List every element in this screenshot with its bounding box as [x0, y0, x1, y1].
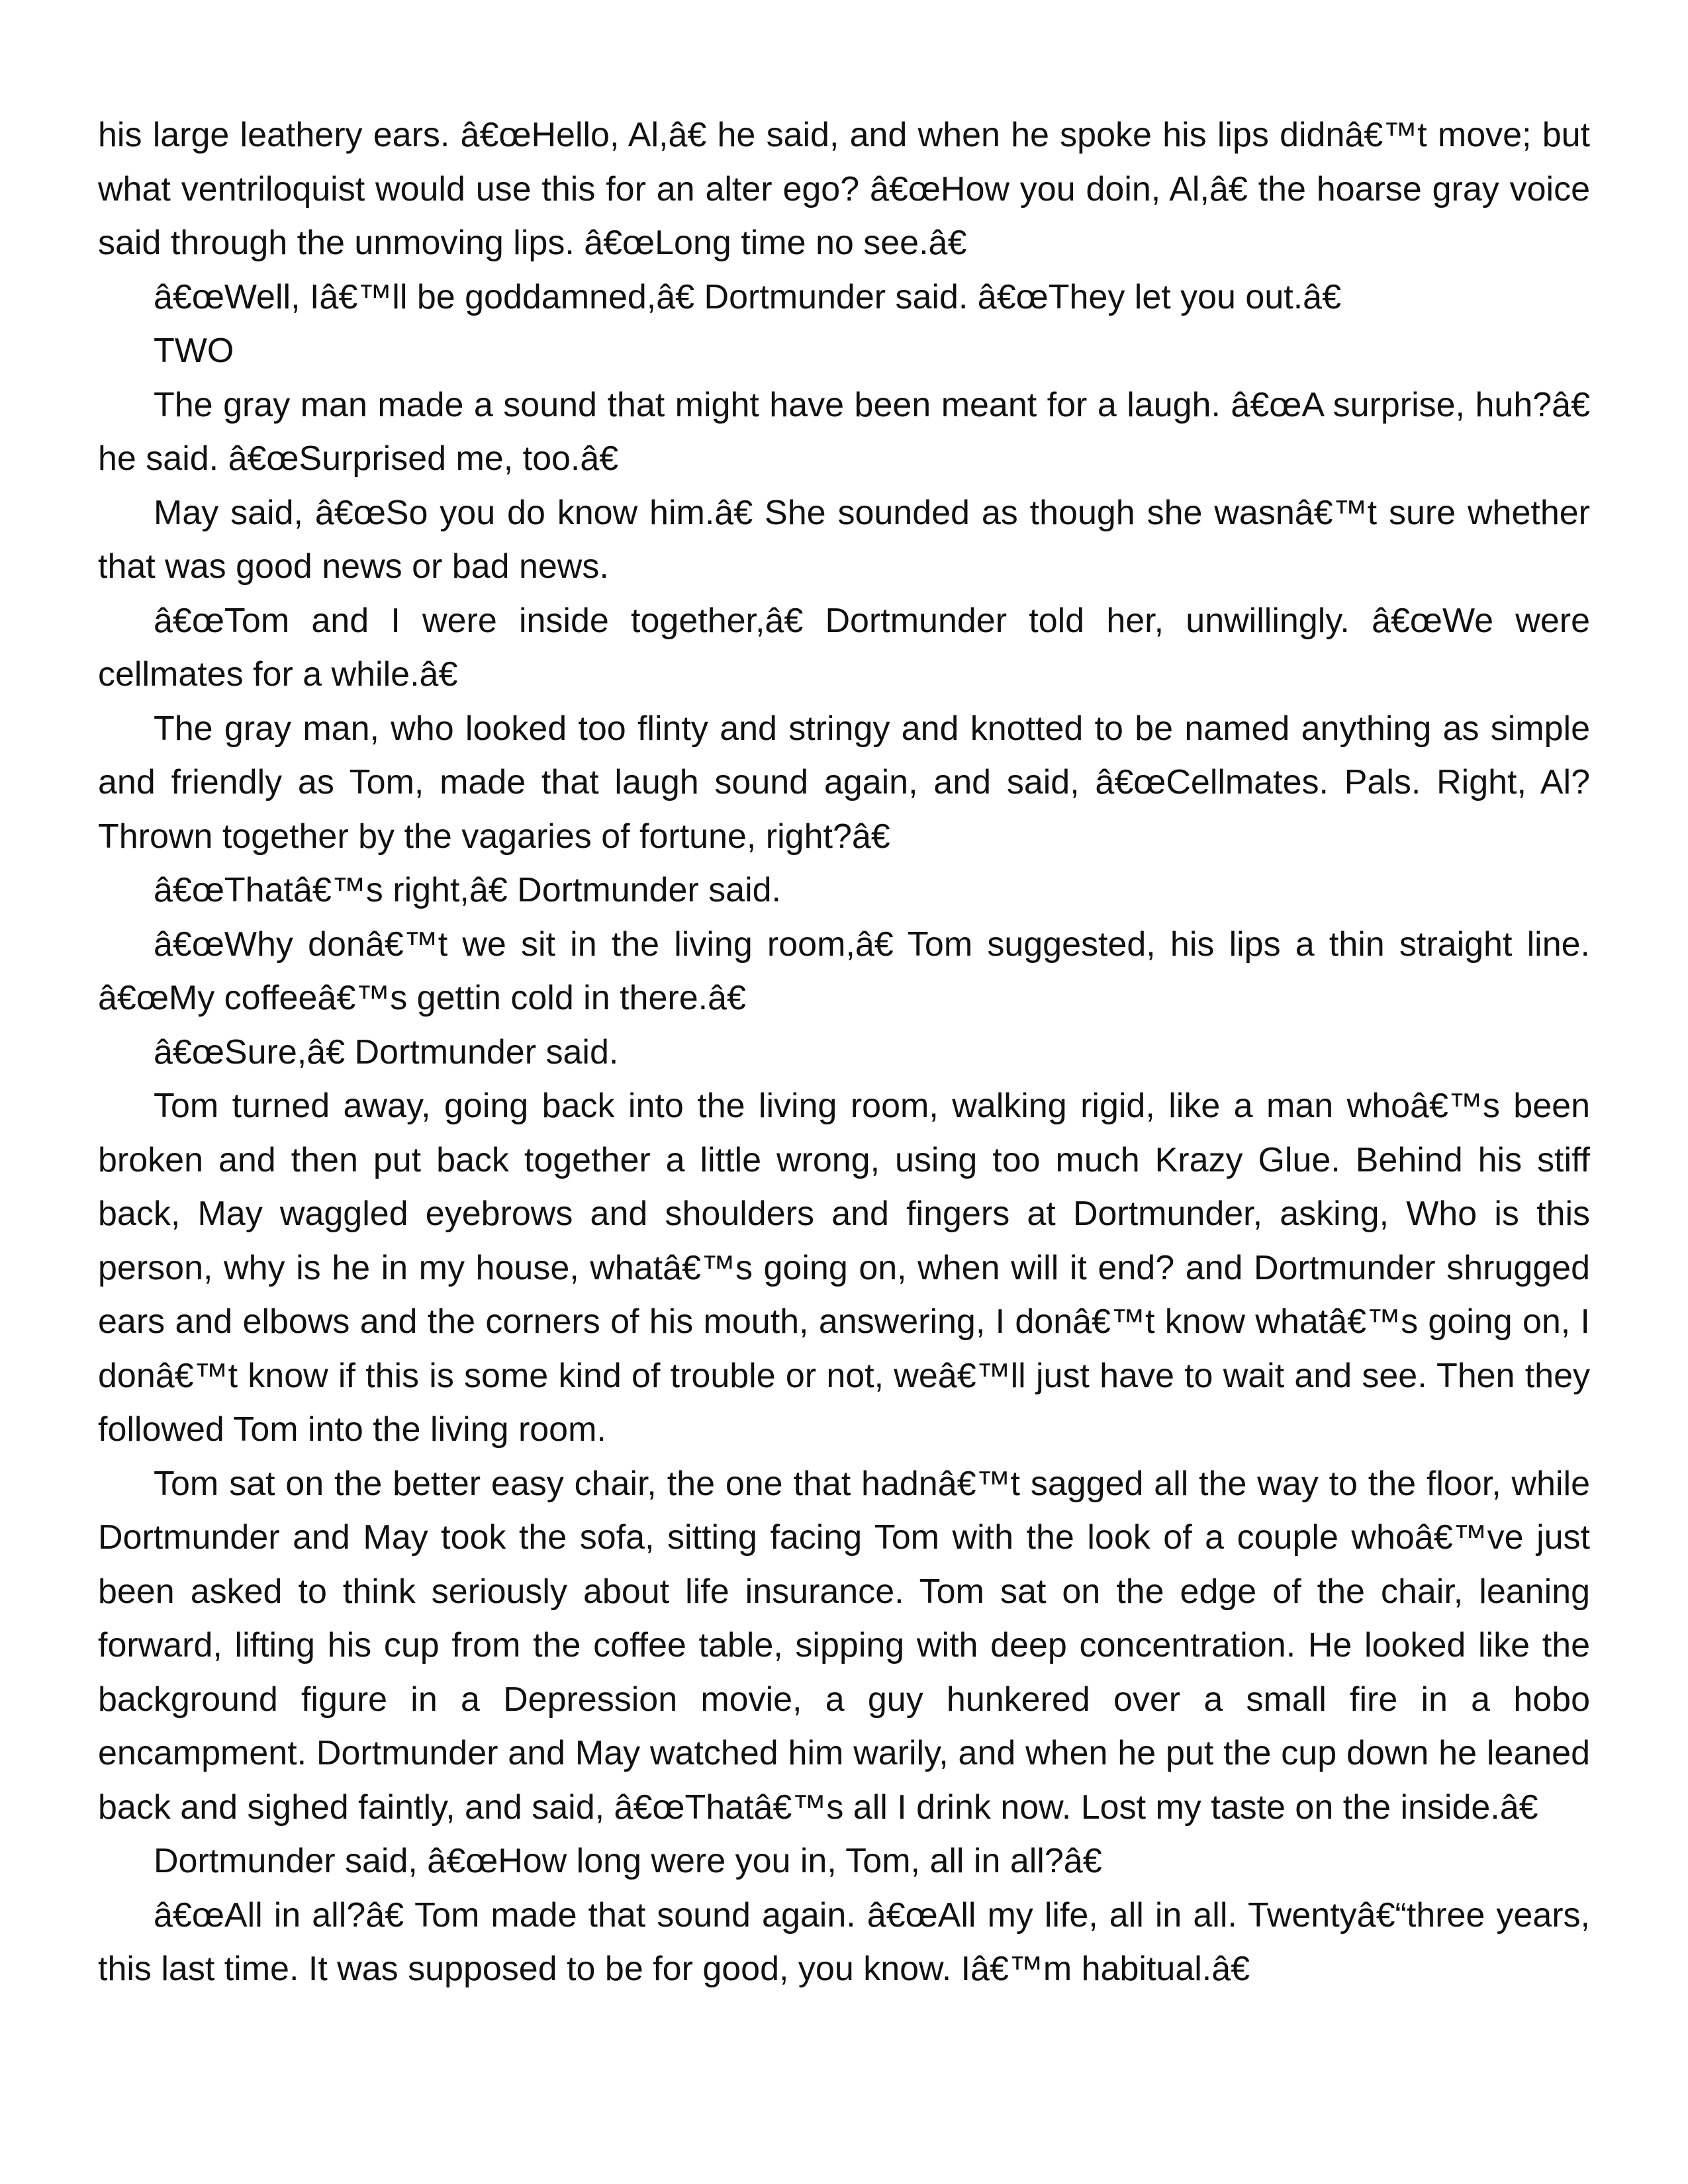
paragraph-2: â€œWell, Iâ€™ll be goddamned,â€ Dortmunder said. â€œThey let you out.â€: [154, 277, 1341, 316]
paragraph-13: â€œAll in all?â€ Tom made that sound again. â€œAll my life, all in all. Twentyâ€“three years, this last time. It was supposed to be for good, you know. Iâ€™m habitual.â€: [98, 1895, 1590, 1988]
chapter-heading: TWO: [154, 332, 234, 370]
paragraph-1: his large leathery ears. â€œHello, Al,â€ he said, and when he spoke his lips didnâ€™t move; but what ventriloquist would use this for an alter ego? â€œHow you doin, Al,â€ the hoarse gray voice said through the unmoving lips. â€œLong time no see.â€: [98, 116, 1590, 262]
paragraph-3: The gray man made a sound that might have been meant for a laugh. â€œA surprise, huh?â€ he said. â€œSurprised me, too.â€: [98, 385, 1590, 478]
document-page: [98, 109, 1590, 1997]
paragraph-4: May said, â€œSo you do know him.â€ She sounded as though she wasnâ€™t sure whether that was good news or bad news.: [98, 493, 1590, 586]
paragraph-9: â€œSure,â€ Dortmunder said.: [154, 1032, 619, 1071]
paragraph-12: Dortmunder said, â€œHow long were you in, Tom, all in all?â€: [154, 1842, 1102, 1880]
paragraph-10: Tom turned away, going back into the living room, walking rigid, like a man whoâ€™s been broken and then put back together a little wrong, using too much Krazy Glue. Behind his stiff back, May waggled eyebrows and shoulders and fingers at Dortmunder, asking, Who is this person, why is he in my house, whatâ€™s going on, when will it end? and Dortmunder shrugged ears and elbows and the corners of his mouth, answering, I donâ€™t know whatâ€™s going on, I donâ€™t know if this is some kind of trouble or not, weâ€™ll just have to wait and see. Then they followed Tom into the living room.: [98, 1087, 1590, 1449]
paragraph-5: â€œTom and I were inside together,â€ Dortmunder told her, unwillingly. â€œWe were cellmates for a while.â€: [98, 601, 1590, 694]
paragraph-6: The gray man, who looked too flinty and stringy and knotted to be named anything as simple and friendly as Tom, made that laugh sound again, and said, â€œCellmates. Pals. Right, Al? Thrown together by the vagaries of fortune, right?â€: [98, 709, 1590, 856]
paragraph-7: â€œThatâ€™s right,â€ Dortmunder said.: [154, 871, 781, 909]
paragraph-11: Tom sat on the better easy chair, the one that hadnâ€™t sagged all the way to the floor, while Dortmunder and May took the sofa, sitting facing Tom with the look of a couple whoâ€™ve just been asked to think seriously about life insurance. Tom sat on the edge of the chair, leaning forward, lifting his cup from the coffee table, sipping with deep concentration. He looked like the background figure in a Depression movie, a guy hunkered over a small fire in a hobo encampment. Dortmunder and May watched him warily, and when he put the cup down he leaned back and sighed faintly, and said, â€œThatâ€™s all I drink now. Lost my taste on the inside.â€: [98, 1464, 1590, 1827]
paragraph-8: â€œWhy donâ€™t we sit in the living room,â€ Tom suggested, his lips a thin straight line. â€œMy coffeeâ€™s gettin cold in there.â€: [98, 925, 1590, 1017]
